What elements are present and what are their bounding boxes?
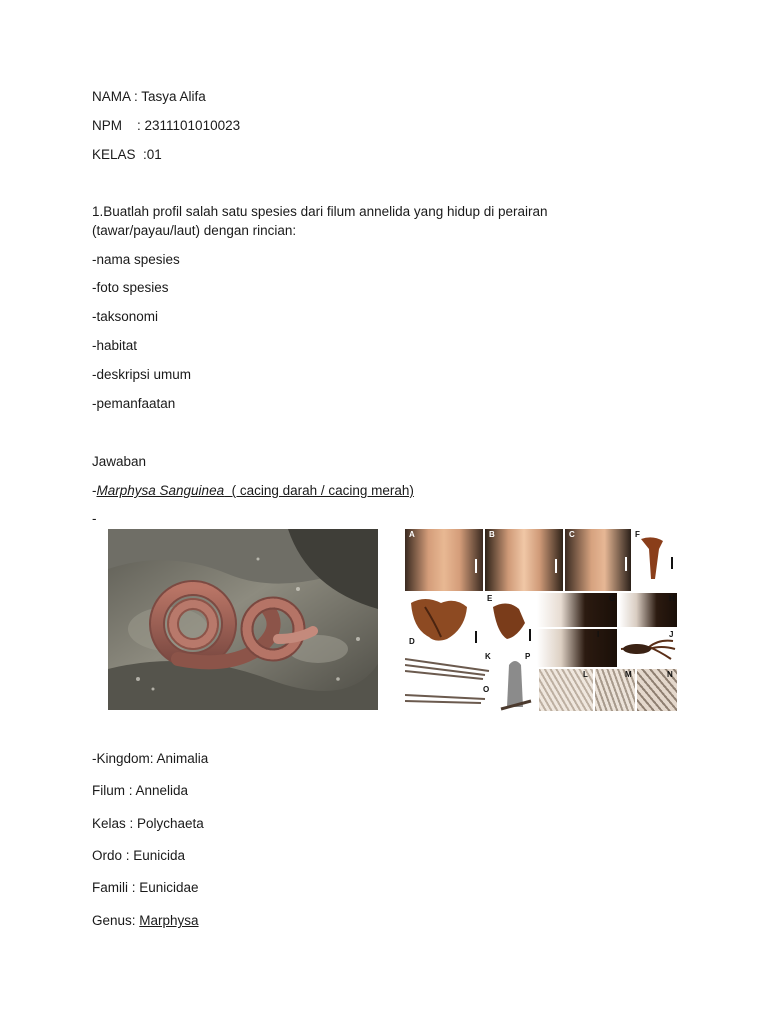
plate-label-d: D (409, 637, 415, 646)
question-item-1: -nama spesies (92, 252, 180, 267)
question-item-5: -deskripsi umum (92, 367, 192, 382)
scale-bar (625, 557, 627, 571)
plate-panel-l (539, 669, 593, 711)
student-class: KELAS :01 (92, 147, 162, 162)
plate-panel-a (405, 529, 483, 591)
plate-panel-h (619, 593, 677, 627)
question-item-4: -habitat (92, 338, 138, 353)
scale-bar (475, 631, 477, 643)
scale-bar (529, 629, 531, 641)
plate-panel-g (537, 593, 617, 627)
plate-panel-p (497, 651, 535, 711)
plate-label-j: J (669, 630, 674, 639)
plate-label-a: A (409, 530, 415, 539)
plate-panel-n (637, 669, 677, 711)
scale-bar (671, 557, 673, 569)
plate-label-l: L (583, 670, 588, 679)
student-npm: NPM : 2311101010023 (92, 118, 241, 133)
taxonomy-filum: Filum : Annelida (92, 783, 189, 798)
taxonomy-kingdom: -Kingdom: Animalia (92, 751, 209, 766)
plate-label-h: H (669, 594, 675, 603)
plate-label-g: G (609, 594, 616, 603)
species-line (92, 482, 414, 500)
plate-label-k: K (485, 652, 491, 661)
genus-value: Marphysa (139, 913, 199, 928)
plate-panel-i (537, 629, 617, 667)
species-prefix: - (92, 483, 97, 498)
plate-panel-j (619, 629, 677, 667)
worm-photo (108, 529, 378, 710)
question-text: 1.Buatlah profil salah satu spesies dari filum annelida yang hidup di perairan (tawar/payau/laut) dengan rincian: (92, 204, 548, 238)
scale-bar (555, 559, 557, 573)
species-name-group (97, 483, 414, 498)
plate-panel-d (405, 593, 483, 649)
plate-panel-m (595, 669, 635, 711)
plate-panel-b (485, 529, 563, 591)
plate-label-o: O (483, 685, 490, 694)
plate-label-p: P (525, 652, 531, 661)
plate-label-f: F (635, 530, 640, 539)
scale-bar (475, 559, 477, 573)
question-item-2: -foto spesies (92, 280, 169, 295)
plate-panel-f (633, 529, 677, 591)
photo-dash: - (92, 511, 97, 526)
question-item-6: -pemanfaatan (92, 396, 176, 411)
species-common-name: ( cacing darah / cacing merah) (224, 483, 414, 498)
taxonomy-genus (92, 912, 199, 930)
morphology-plate (405, 529, 677, 711)
species-name: Marphysa Sanguinea (96, 483, 225, 498)
taxonomy-famili: Famili : Eunicidae (92, 880, 199, 895)
answer-heading: Jawaban (92, 454, 147, 469)
plate-panel-e (485, 593, 535, 649)
plate-label-m: M (625, 670, 632, 679)
genus-label: Genus: (92, 913, 140, 928)
taxonomy-ordo: Ordo : Eunicida (92, 848, 186, 863)
plate-label-b: B (489, 530, 495, 539)
question-item-3: -taksonomi (92, 309, 159, 324)
taxonomy-kelas: Kelas : Polychaeta (92, 816, 204, 831)
plate-panel-c (565, 529, 631, 591)
plate-label-i: I (597, 630, 600, 639)
plate-label-c: C (569, 530, 575, 539)
plate-panel-k (405, 651, 495, 707)
plate-label-n: N (667, 670, 673, 679)
student-name: NAMA : Tasya Alifa (92, 89, 206, 104)
plate-label-e: E (487, 594, 493, 603)
